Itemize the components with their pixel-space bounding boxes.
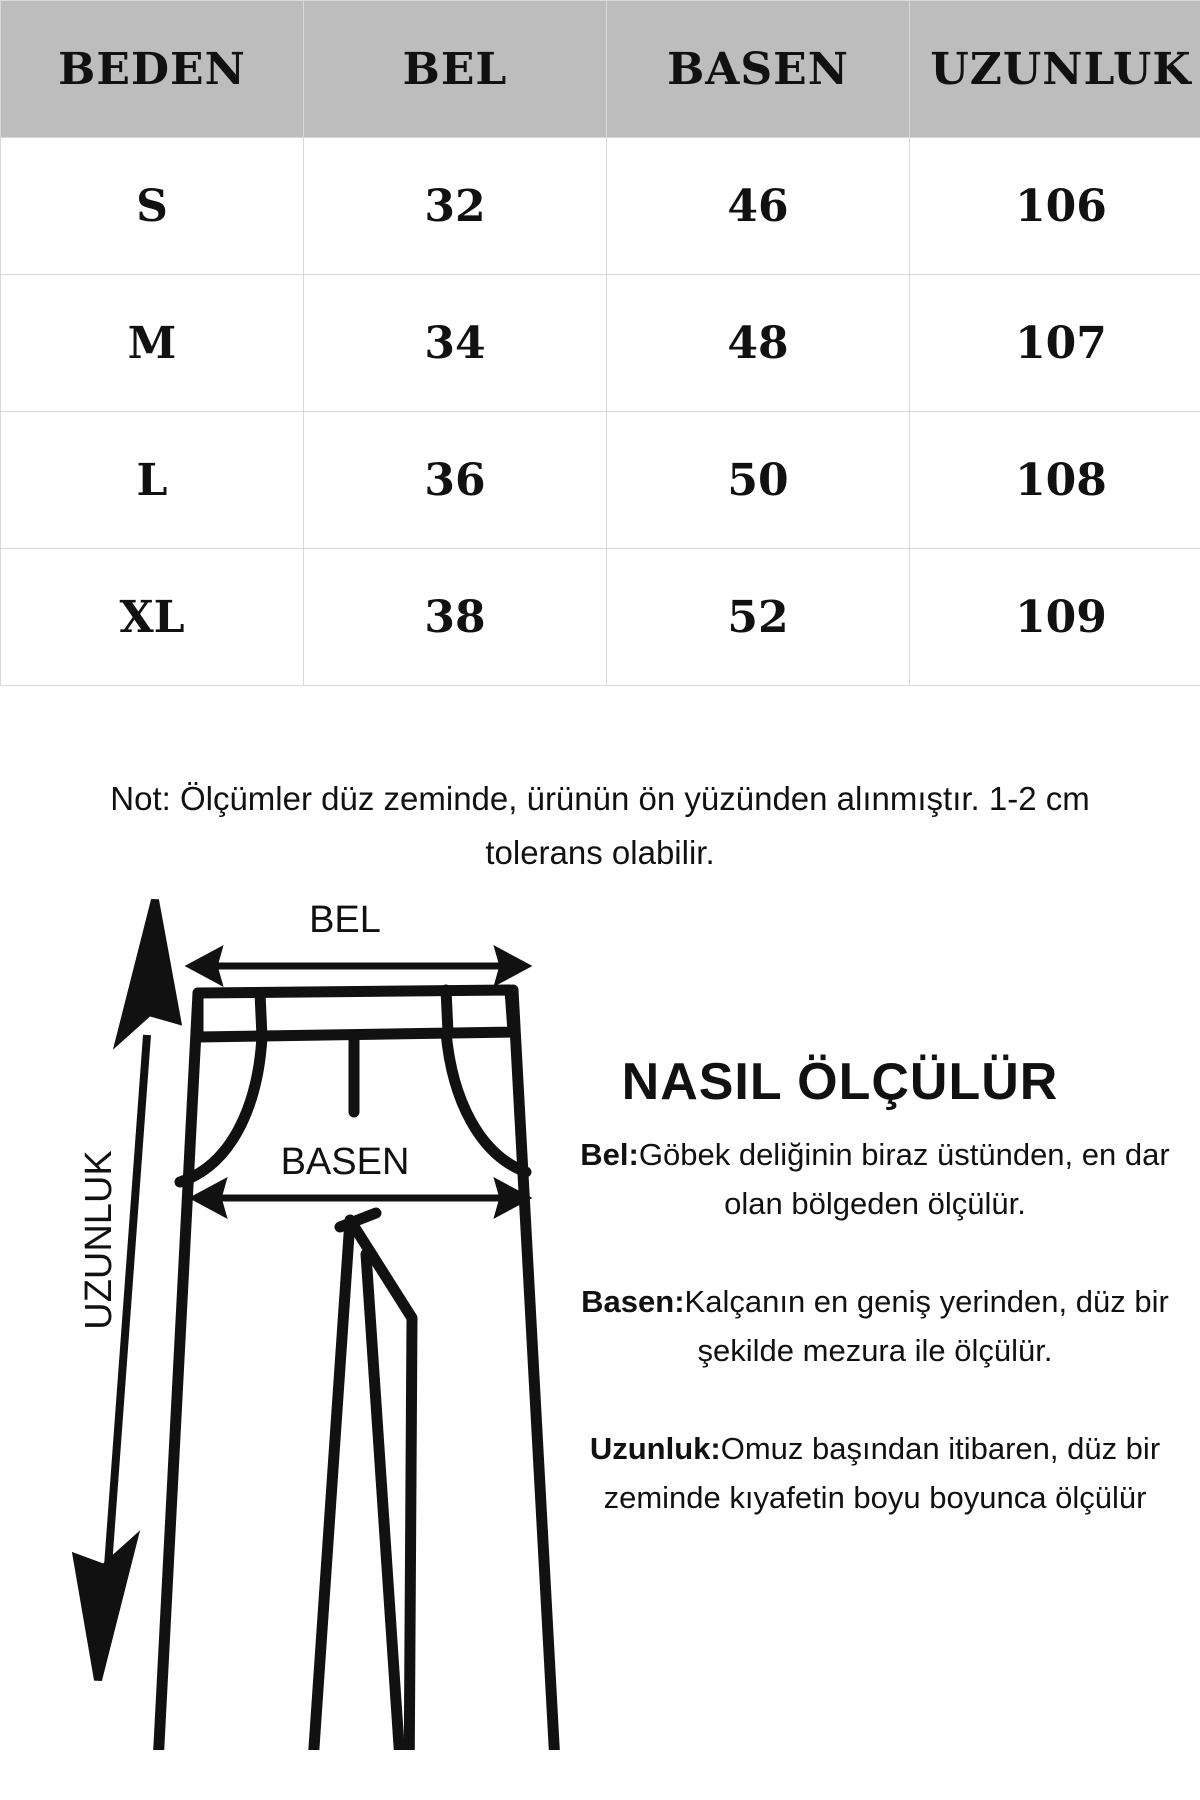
instruction-term: Uzunluk: [589, 1431, 721, 1466]
bel-label: BEL [309, 899, 381, 941]
bel-arrow [192, 952, 525, 980]
belt-loop-right [446, 990, 448, 1032]
how-to-title: NASIL ÖLÇÜLÜR [621, 1053, 1059, 1111]
table-row [1, 549, 1200, 686]
header-beden: BEDEN [1, 1, 304, 138]
cell-uzunluk: 106 [910, 138, 1200, 275]
basen-arrow [196, 1184, 525, 1212]
cell-uzunluk: 108 [910, 412, 1200, 549]
instruction-text: Göbek deliğinin biraz üstünden, en dar olan bölgeden ölçülür. [638, 1137, 1170, 1221]
trousers-waistband [198, 990, 513, 1037]
cell-size: M [1, 275, 304, 412]
instruction-text: Kalçanın en geniş yerinden, düz bir şekilde mezura ile ölçülür. [684, 1284, 1169, 1368]
header-uzunluk: UZUNLUK [910, 1, 1200, 138]
table-row [1, 275, 1200, 412]
table-row [1, 138, 1200, 275]
instruction-term: Basen: [581, 1284, 685, 1319]
measurement-note: Not: Ölçümler düz zeminde, ürünün ön yüzünden alınmıştır. 1-2 cm tolerans olabilir. [110, 780, 1090, 871]
header-basen: BASEN [607, 1, 910, 138]
cell-uzunluk: 107 [910, 275, 1200, 412]
cell-basen: 52 [607, 549, 910, 686]
trousers-crotch [340, 1213, 376, 1227]
size-chart-table [0, 0, 1200, 686]
cell-bel: 38 [304, 549, 607, 686]
instruction-basen [550, 1277, 1200, 1375]
cell-bel: 34 [304, 275, 607, 412]
cell-bel: 36 [304, 412, 607, 549]
basen-label: BASEN [280, 1141, 410, 1183]
uzunluk-label: UZUNLUK [78, 1150, 120, 1330]
trousers-diagram [0, 890, 600, 1750]
table-header-row [1, 1, 1200, 138]
instruction-uzunluk [550, 1424, 1200, 1522]
cell-size: L [1, 412, 304, 549]
cell-basen: 50 [607, 412, 910, 549]
belt-loop-left [260, 993, 262, 1037]
table-row [1, 412, 1200, 549]
instruction-term: Bel: [580, 1137, 639, 1172]
cell-size: S [1, 138, 304, 275]
cell-bel: 32 [304, 138, 607, 275]
inner-leg-right [366, 1254, 410, 1750]
cell-basen: 48 [607, 275, 910, 412]
instruction-bel [550, 1130, 1200, 1228]
cell-uzunluk: 109 [910, 549, 1200, 686]
cell-basen: 46 [607, 138, 910, 275]
cell-size: XL [1, 549, 304, 686]
header-bel: BEL [304, 1, 607, 138]
instruction-text: Omuz başından itibaren, düz bir zeminde kıyafetin boyu boyunca ölçülür [603, 1431, 1161, 1515]
